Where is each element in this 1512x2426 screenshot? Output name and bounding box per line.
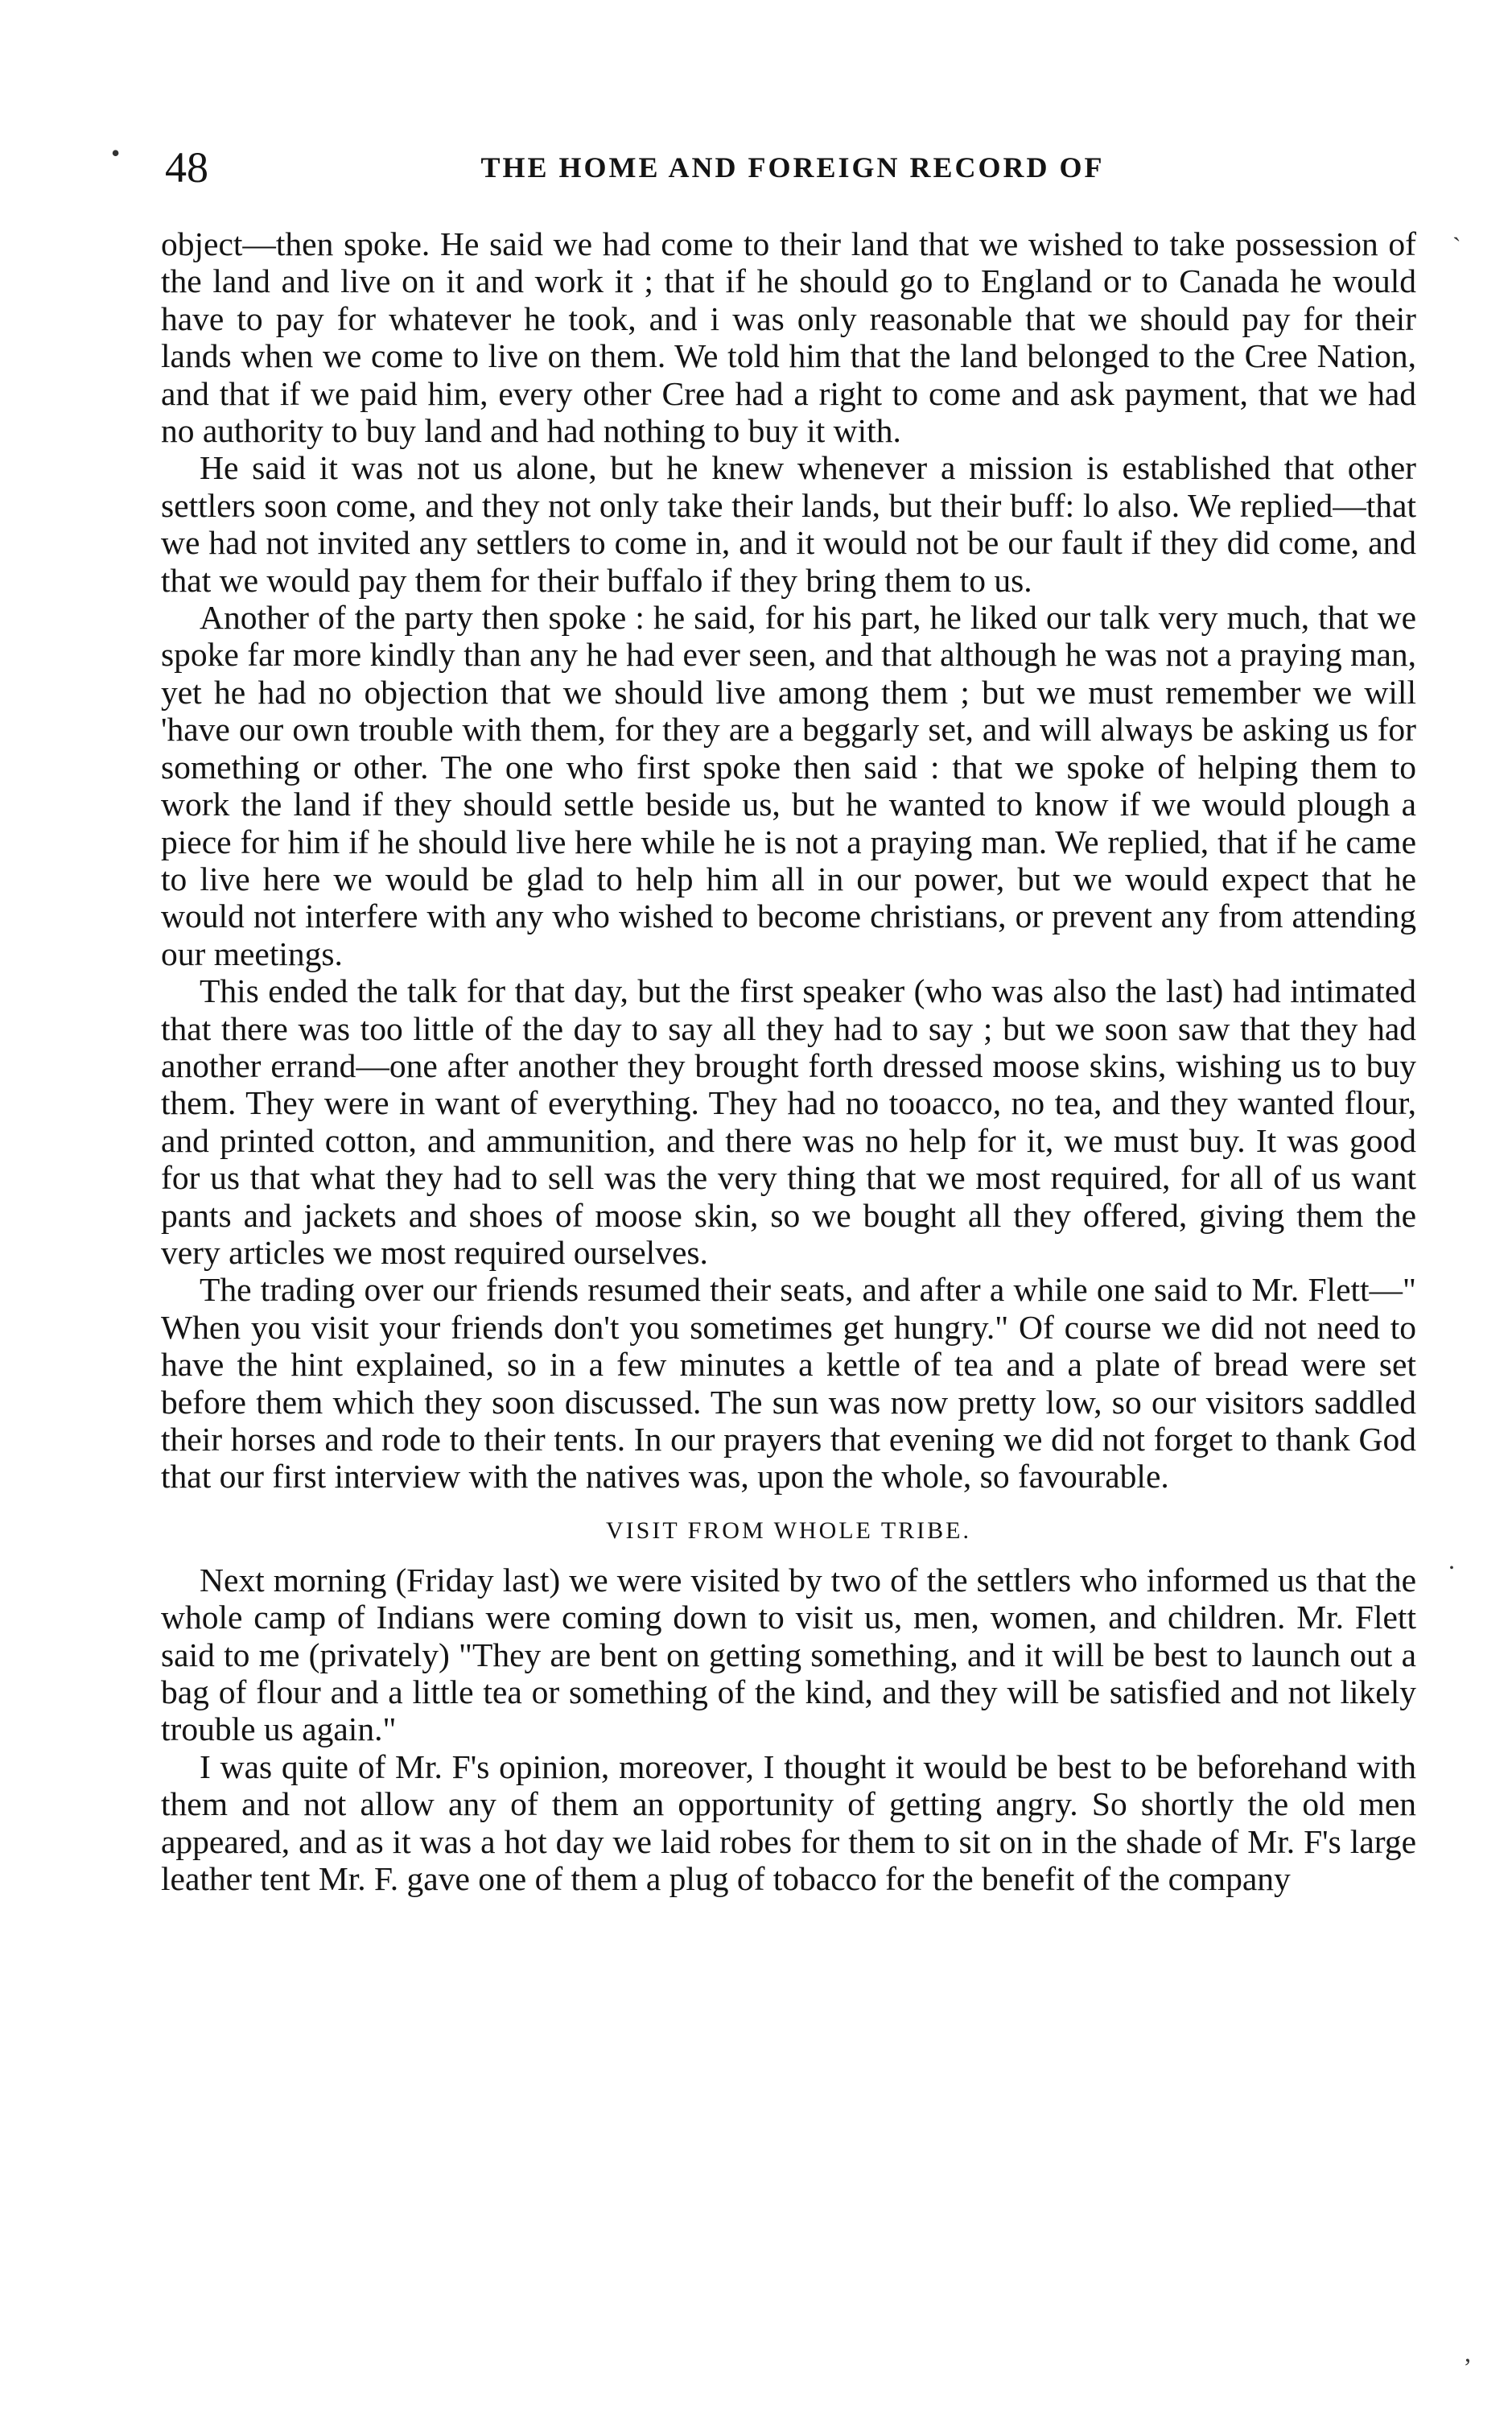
paragraph: He said it was not us alone, but he knew whenever a mission is established that other settlers soon come, and they not only take their lands, but their buff: lo also. We replied—that we had not invited any settlers to come in, and it would not be our fault if they did come, and that we would pay them for their buffalo if they bring them to us. xyxy=(161,449,1416,599)
running-title: THE HOME AND FOREIGN RECORD OF xyxy=(480,151,1105,184)
margin-dot: • xyxy=(111,138,121,167)
margin-tick: ˋ xyxy=(1452,232,1461,261)
paragraph: Next morning (Friday last) we were visited by two of the settlers who informed us that the whole camp of Indians were coming down to visit us, men, women, and children. Mr. Flett said to me (privately) "They are bent on getting something, and it will be best to launch out a bag of flour and a little tea or something of the kind, and they will be satisfied and not likely trouble us again." xyxy=(161,1561,1416,1748)
paragraph: Another of the party then spoke : he said, for his part, he liked our talk very much, that we spoke far more kindly than any he had ever seen, and that although he was not a praying man, yet he had no objection that we should live among them ; but we must remember we will 'have our own trouble with them, for they are a beggarly set, and will always be asking us for something or other. The one who first spoke then said : that we spoke of helping them to work the land if they should settle beside us, but he wanted to know if we would plough a piece for him if he should live here while he is not a praying man. We replied, that if he came to live here we would be glad to help him all in our power, but we would expect that he would not interfere with any who wished to become christians, or prevent any from attending our meetings. xyxy=(161,599,1416,972)
paragraph: I was quite of Mr. F's opinion, moreover, I thought it would be best to be beforehand with them and not allow any of them an opportunity of getting angry. So shortly the old men appeared, and as it was a hot day we laid robes for them to sit on in the shade of Mr. F's large leather tent Mr. F. gave one of them a plug of tobacco for the benefit of the company xyxy=(161,1747,1416,1898)
page-header xyxy=(165,135,1420,200)
paragraph: The trading over our friends resumed their seats, and after a while one said to Mr. Flett—" When you visit your friends don't you sometimes get hungry." Of course we did not need to have the hint explained, so in a few minutes a kettle of tea and a plate of bread were set before them which they soon discussed. The sun was now pretty low, so our visitors saddled their horses and rode to their tents. In our prayers that evening we did not forget to thank God that our first interview with the natives was, upon the whole, so favourable. xyxy=(161,1271,1416,1496)
section-heading: VISIT FROM WHOLE TRIBE. xyxy=(605,1516,972,1544)
body-text xyxy=(161,225,1416,1897)
paragraph: object—then spoke. He said we had come to their land that we wished to take possession of the land and live on it and work it ; that if he should go to England or to Canada he would have to pay for whatever he took, and i was only reasonable that we should pay for their lands when we come to live on them. We told him that the land belonged to the Cree Nation, and that if we paid him, every other Cree had a right to come and ask payment, that we had no authority to buy land and had nothing to buy it with. xyxy=(161,225,1416,450)
paragraph: This ended the talk for that day, but the first speaker (who was also the last) had intimated that there was too little of the day to say all they had to say ; but we soon saw that they had another errand—one after another they brought forth dressed moose skins, wishing us to buy them. They were in want of everything. They had no tooacco, no tea, and they wanted flour, and printed cotton, and ammunition, and there was no help for it, we must buy. It was good for us that what they had to sell was the very thing that we most required, for all of us want pants and jackets and shoes of moose skin, so we bought all they offered, giving them the very articles we most required ourselves. xyxy=(161,972,1416,1271)
margin-dot: . xyxy=(1448,1545,1455,1574)
page-number: 48 xyxy=(165,143,208,192)
margin-tick: , xyxy=(1465,2338,1471,2367)
